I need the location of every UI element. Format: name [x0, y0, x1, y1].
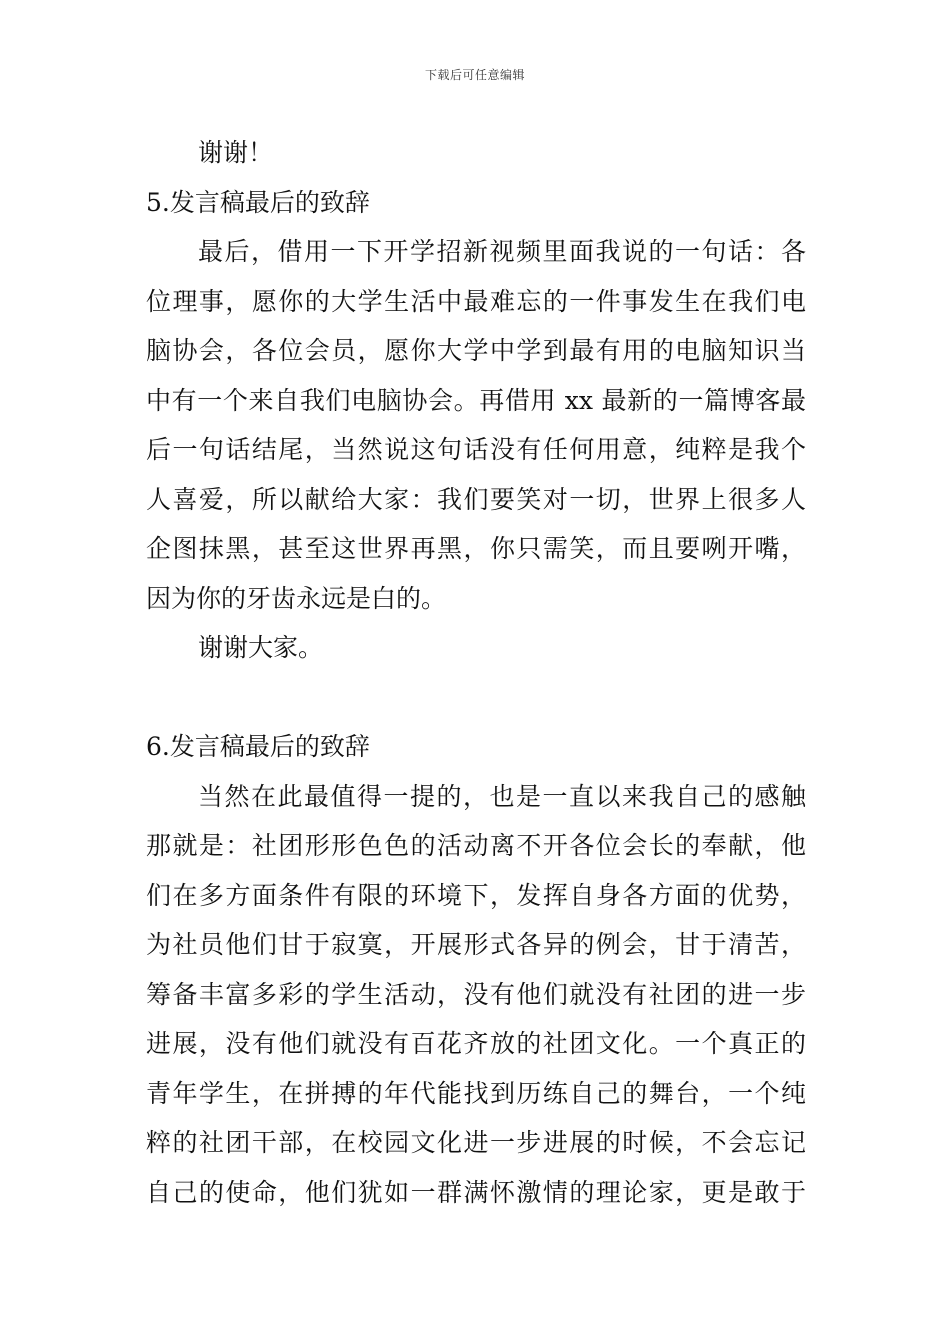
- paragraph-line: 进展，没有他们就没有百花齐放的社团文化。一个真正的: [146, 1029, 806, 1058]
- paragraph-line: 后一句话结尾，当然说这句话没有任何用意，纯粹是我个: [146, 435, 806, 464]
- section-6-paragraph: [146, 772, 806, 1218]
- paragraph-line: 粹的社团干部，在校园文化进一步进展的时候，不会忘记: [146, 1128, 806, 1157]
- paragraph-line: 企图抹黑，甚至这世界再黑，你只需笑，而且要咧开嘴，: [146, 534, 806, 563]
- paragraph-line: 人喜爱，所以献给大家：我们要笑对一切，世界上很多人: [146, 484, 806, 514]
- paragraph-line: 中有一个来自我们电脑协会。再借用 xx 最新的一篇博客最: [146, 385, 806, 415]
- paragraph-line: 青年学生，在拼搏的年代能找到历练自己的舞台，一个纯: [146, 1078, 806, 1108]
- paragraph-line: 那就是：社团形形色色的活动离不开各位会长的奉献，他: [146, 831, 806, 860]
- section-5-heading: 5.发言稿最后的致辞: [146, 187, 370, 217]
- paragraph-line: 们在多方面条件有限的环境下，发挥自身各方面的优势，: [146, 880, 806, 910]
- paragraph-line: 位理事，愿你的大学生活中最难忘的一件事发生在我们电: [146, 286, 806, 316]
- paragraph-line: 自己的使命，他们犹如一群满怀激情的理论家，更是敢于: [146, 1177, 806, 1207]
- closing-line: 谢谢！: [198, 138, 274, 167]
- paragraph-line: 筹备丰富多彩的学生活动，没有他们就没有社团的进一步: [146, 979, 806, 1009]
- page-header: 下载后可任意编辑: [424, 68, 525, 82]
- paragraph-line: 当然在此最值得一提的，也是一直以来我自己的感触: [198, 781, 806, 811]
- section-6-heading: 6.发言稿最后的致辞: [146, 732, 370, 761]
- paragraph-line: 脑协会，各位会员，愿你大学中学到最有用的电脑知识当: [146, 336, 806, 365]
- document-body: [146, 128, 806, 1217]
- paragraph-line: 因为你的牙齿永远是白的。: [146, 583, 447, 613]
- section-5-paragraph: [146, 227, 806, 623]
- section-5-closing: 谢谢大家。: [198, 633, 324, 662]
- paragraph-line: 最后，借用一下开学招新视频里面我说的一句话：各: [198, 237, 806, 266]
- paragraph-line: 为社员他们甘于寂寞，开展形式各异的例会，甘于清苦，: [146, 930, 806, 959]
- section-gap: [146, 673, 806, 723]
